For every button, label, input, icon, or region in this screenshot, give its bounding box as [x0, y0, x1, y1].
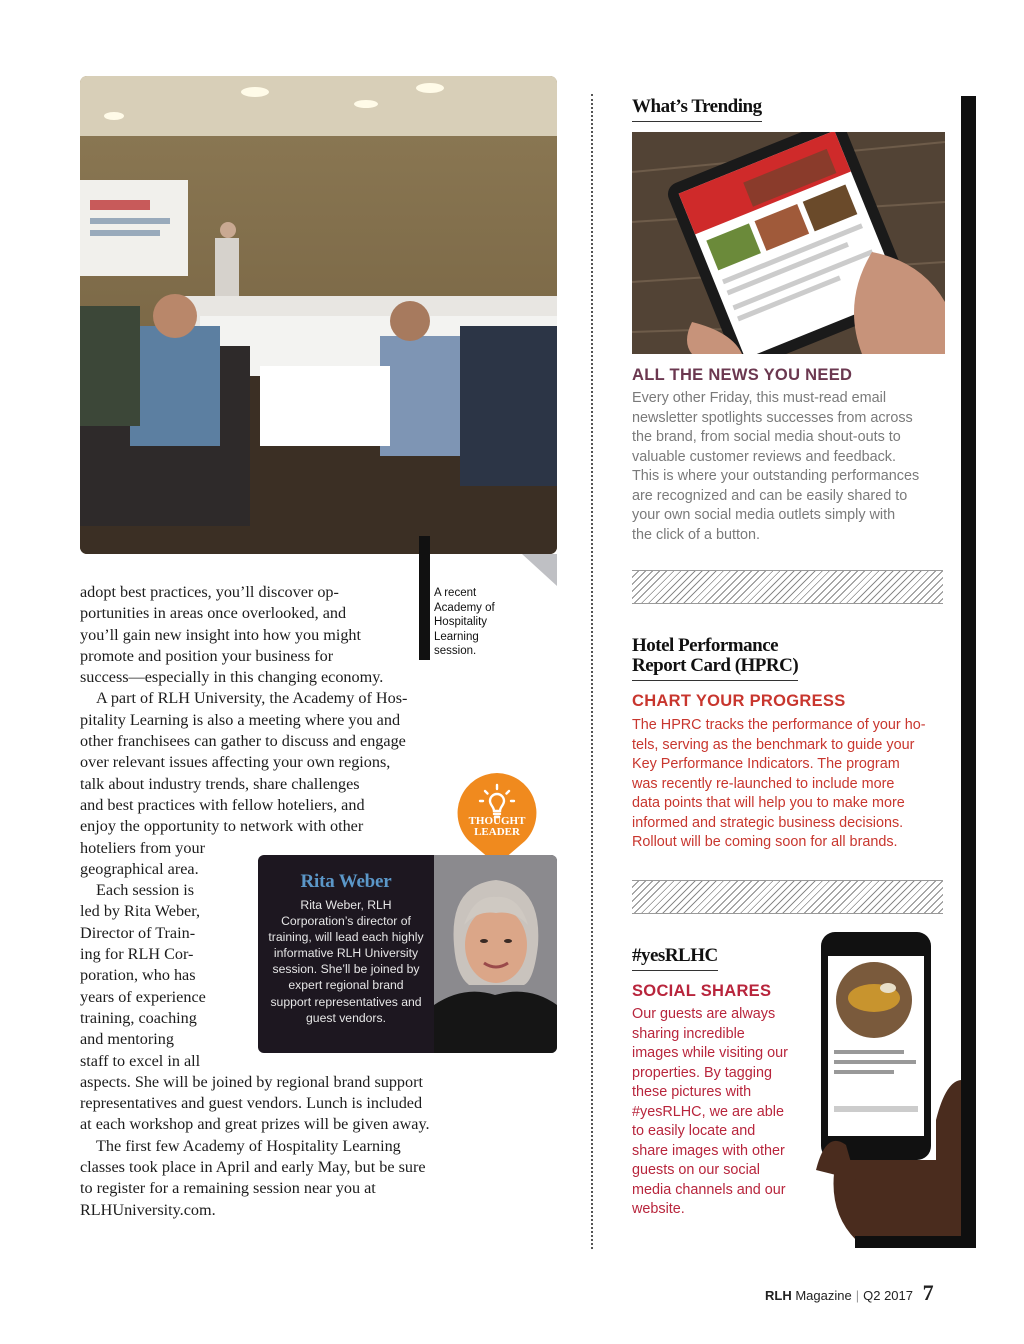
hprc-line: Rollout will be coming soon for all brands.: [632, 834, 898, 850]
column-divider: [591, 94, 593, 1249]
tablet-photo: [632, 132, 945, 354]
social-line: to easily locate and: [632, 1123, 756, 1139]
body-line: led by Rita Weber,: [80, 902, 201, 921]
page-number: 7: [922, 1280, 934, 1305]
trending-line: newsletter spotlights successes from across: [632, 409, 913, 426]
hprc-heading: CHART YOUR PROGRESS: [632, 692, 846, 710]
body-line: Each session is: [96, 881, 195, 900]
hprc-line: informed and strategic business decisions.: [632, 814, 904, 831]
social-line: guests on our social: [632, 1162, 760, 1178]
hprc-title-line-2: Report Card (HPRC): [632, 655, 799, 676]
badge-line-2: LEADER: [474, 826, 520, 838]
trending-line: the click of a button.: [632, 526, 760, 543]
social-line: sharing incredible: [632, 1025, 745, 1042]
hprc-title: [632, 636, 798, 681]
social-line: images while visiting our: [632, 1045, 788, 1061]
social-line: properties. By tagging: [632, 1064, 772, 1081]
portrait-photo: [434, 855, 557, 1053]
body-line: A part of RLH University, the Academy of Hos-: [96, 689, 408, 708]
footer-issue: Q2 2017: [863, 1288, 913, 1303]
body-line: years of experience: [80, 987, 206, 1006]
social-line: share images with other: [632, 1142, 785, 1159]
social-body: [632, 1005, 788, 1220]
trending-body: [632, 389, 919, 545]
body-line: over relevant issues affecting your own regions,: [80, 753, 391, 772]
social-line: #yesRLHC, we are able: [632, 1103, 784, 1120]
body-line: talk about industry trends, share challenges: [80, 774, 360, 793]
photo-corner-fold: [522, 554, 557, 586]
body-line: and best practices with fellow hoteliers, and: [80, 795, 365, 814]
phone-in-hand-photo: [816, 930, 962, 1240]
trending-heading: ALL THE NEWS YOU NEED: [632, 366, 853, 384]
hprc-line: tels, serving as the benchmark to guide your: [632, 736, 915, 753]
social-line: website.: [632, 1201, 685, 1217]
classroom-photo: [80, 76, 557, 554]
footer-brand: RLH: [765, 1288, 792, 1303]
hprc-line: data points that will help you to make more: [632, 795, 905, 811]
body-line: aspects. She will be joined by regional brand support: [80, 1072, 424, 1091]
hprc-line: The HPRC tracks the performance of your ho-: [632, 717, 926, 733]
body-line: promote and position your business for: [80, 646, 334, 665]
body-line: hoteliers from your: [80, 838, 205, 857]
social-line: media channels and our: [632, 1181, 786, 1198]
trending-line: Every other Friday, this must-read email: [632, 390, 887, 406]
body-line: representatives and guest vendors. Lunch is included: [80, 1094, 423, 1113]
body-line: other franchisees can gather to discuss and engage: [80, 732, 406, 751]
social-title: #yesRLHC: [632, 946, 718, 971]
badge-line-1: THOUGHT: [468, 815, 526, 827]
footer-magazine: Magazine: [795, 1288, 852, 1303]
social-line: Our guests are always: [632, 1006, 776, 1022]
body-line: enjoy the opportunity to network with other: [80, 817, 364, 836]
body-line: pitality Learning is also a meeting where you and: [80, 710, 401, 729]
trending-line: valuable customer reviews and feedback.: [632, 448, 896, 465]
hprc-line: was recently re-launched to include more: [632, 775, 895, 792]
hprc-body: [632, 716, 926, 853]
thought-leader-badge: [455, 771, 539, 867]
bio-name: Rita Weber: [300, 871, 392, 892]
body-line: RLHUniversity.com.: [80, 1200, 216, 1219]
body-line: adopt best practices, you’ll discover op-: [80, 583, 339, 601]
body-line: portunities in areas once overlooked, and: [80, 604, 347, 623]
hatch-divider: [632, 880, 943, 914]
body-line: The first few Academy of Hospitality Learning: [96, 1136, 401, 1155]
trending-line: your own social media outlets simply with: [632, 507, 896, 523]
hprc-line: Key Performance Indicators. The program: [632, 756, 900, 772]
page-footer: RLH Magazine | Q2 2017 7: [765, 1280, 934, 1305]
trending-title: What’s Trending: [632, 97, 762, 122]
right-edge-bar-foot: [855, 1236, 976, 1248]
social-line: these pictures with: [632, 1084, 752, 1100]
right-edge-bar: [961, 96, 976, 1248]
body-line: training, coaching: [80, 1008, 197, 1027]
trending-line: are recognized and can be easily shared to: [632, 487, 908, 504]
bio-description: Rita Weber, RLH Corporation’s director of training, will lead each highly informative RLH University session. She’ll be joined by expert regional brand support representatives and guest vendors.: [268, 898, 424, 1025]
photo-caption: A recent Academy of Hospitality Learning session.: [434, 587, 495, 657]
social-heading: SOCIAL SHARES: [632, 982, 772, 1000]
body-line: at each workshop and great prizes will be given away.: [80, 1115, 430, 1134]
body-line: staff to excel in all: [80, 1051, 201, 1070]
body-line: ing for RLH Cor-: [80, 945, 194, 964]
body-line: you’ll gain new insight into how you might: [80, 625, 362, 644]
body-line: geographical area.: [80, 859, 199, 878]
bio-box: [258, 855, 557, 1053]
body-line: success—especially in this changing economy.: [80, 668, 384, 687]
body-line: poration, who has: [80, 966, 196, 985]
hprc-title-line-1: Hotel Performance: [632, 635, 779, 656]
trending-line: This is where your outstanding performances: [632, 468, 920, 484]
body-line: and mentoring: [80, 1030, 174, 1049]
body-line: to register for a remaining session near you at: [80, 1179, 376, 1198]
body-line: classes took place in April and early May, but be sure: [80, 1158, 426, 1177]
body-line: Director of Train-: [80, 923, 196, 942]
trending-line: the brand, from social media shout-outs to: [632, 429, 901, 445]
hatch-divider: [632, 570, 943, 604]
